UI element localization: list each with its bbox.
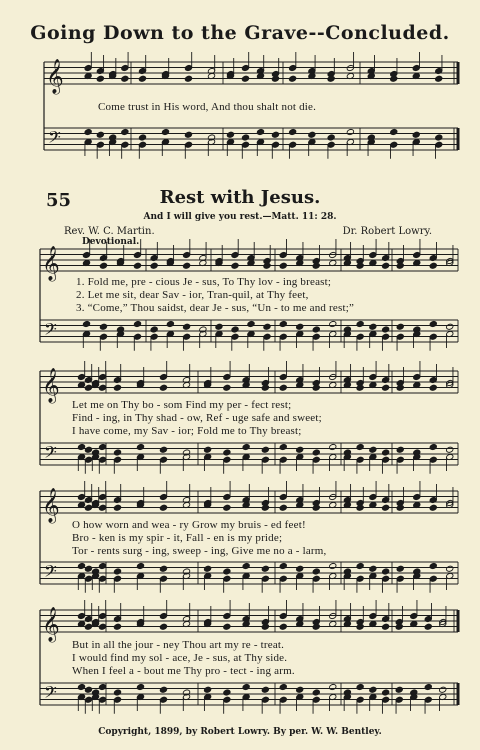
copyright-footer: Copyright, 1899, by Robert Lowry. By per. W. W. Bentley. [98,727,382,737]
note-head [133,262,141,269]
bass-clef-icon: 𝄢 [44,682,57,706]
note-head [429,443,437,450]
note-head [279,623,287,630]
note-head [382,384,390,391]
note-head [424,623,432,630]
note-head [138,75,146,82]
note-head [84,504,92,511]
verse-1-line-1: 1. Fold me, pre - cious Je - sus, To Thy lov - ing breast; [76,276,332,288]
note-head [312,326,320,333]
note-head [113,504,121,511]
note-head [84,446,92,453]
note-head [312,449,320,456]
note-head [241,134,249,141]
bass-clef-icon: 𝄢 [44,442,57,466]
note-head [99,262,107,269]
note-head [242,683,250,690]
note-head [98,683,106,690]
note-head [446,323,454,330]
note-head [279,504,287,511]
verse-1-line-4: But in all the jour - ney Thou art my re - treat. [72,639,285,651]
note-head [84,623,92,630]
note-head [204,565,212,572]
note-head [346,128,354,135]
note-head [113,384,121,391]
note-head [113,689,121,696]
note-head [96,131,104,138]
treble-clef-icon: 𝄞 [42,607,60,642]
note-head [150,326,158,333]
note-head [261,686,269,693]
note-head [113,449,121,456]
note-head [289,75,297,82]
note-head [133,320,141,327]
note-head [356,562,364,569]
hymn-title: Rest with Jesus. [159,187,321,208]
note-head [382,504,390,511]
note-head [279,443,287,450]
tempo-marking: Devotional. [82,237,140,247]
note-head [113,568,121,575]
note-head [231,326,239,333]
note-head [396,565,404,572]
hymn-number: 55 [46,190,72,211]
note-head [113,623,121,630]
note-head [289,128,297,135]
note-head [446,565,454,572]
note-head [369,323,377,330]
note-head [136,562,144,569]
note-head [429,320,437,327]
verse-3-line-1: 3. “Come,” Thou saidst, dear Je - sus, “Un - to me and rest;” [76,302,355,314]
note-head [261,565,269,572]
note-head [390,128,398,135]
note-head [242,443,250,450]
note-head [279,384,287,391]
verse-3-line-2: I have come, my Sav - ior; Fold me to Thy breast; [72,425,302,437]
note-head [82,320,90,327]
note-head [356,683,364,690]
note-head [96,75,104,82]
note-head [159,384,167,391]
note-head [136,443,144,450]
note-head [223,384,231,391]
note-head [161,128,169,135]
note-head [382,326,390,333]
verse-2-line-1: 2. Let me sit, dear Sav - ior, Tran-quil, at Thy feet, [76,289,309,301]
treble-clef-icon: 𝄞 [42,368,60,403]
treble-clef-icon: 𝄞 [42,246,60,281]
note-head [84,128,92,135]
note-head [99,323,107,330]
note-head [382,568,390,575]
note-head [296,686,304,693]
note-head [77,562,85,569]
previous-hymn-title: Going Down to the Grave--Concluded. [30,22,450,44]
note-head [223,623,231,630]
note-head [204,686,212,693]
note-head [369,565,377,572]
verse-2-line-4: I would find my sol - ace, Je - sus, at Thy side. [72,652,288,664]
note-head [159,686,167,693]
note-head [136,683,144,690]
note-head [77,443,85,450]
verse-3-line-4: When I feel a - bout me Thy pro - tect - ing arm. [72,665,295,677]
note-head [312,568,320,575]
note-head [183,262,191,269]
note-head [369,686,377,693]
note-head [271,131,279,138]
bass-clef-icon: 𝄢 [48,127,61,151]
note-head [231,262,239,269]
note-head [98,504,106,511]
note-head [329,683,337,690]
note-head [84,384,92,391]
note-head [369,446,377,453]
note-head [121,128,129,135]
note-head [223,568,231,575]
note-head [329,443,337,450]
note-head [184,131,192,138]
note-head [226,131,234,138]
note-head [166,320,174,327]
note-head [412,131,420,138]
note-head [98,443,106,450]
verse-3-line-3: Tor - rents surg - ing, sweep - ing, Give me no a - larm, [72,545,327,557]
author-credit: Rev. W. C. Martin. [64,226,155,237]
note-head [183,323,191,330]
note-head [435,75,443,82]
note-head [382,262,390,269]
previous-hymn-lyric: Come trust in His word, And thou shalt not die. [98,101,317,113]
note-head [150,262,158,269]
note-head [263,323,271,330]
note-head [329,320,337,327]
note-head [382,689,390,696]
note-head [256,128,264,135]
scripture-reference: And I will give you rest.—Matt. 11: 28. [143,212,337,222]
note-head [159,446,167,453]
note-head [308,131,316,138]
note-head [356,443,364,450]
note-head [121,75,129,82]
note-head [382,449,390,456]
note-head [279,562,287,569]
note-head [396,446,404,453]
note-head [84,565,92,572]
bass-clef-icon: 𝄢 [44,561,57,585]
note-head [279,320,287,327]
note-head [77,683,85,690]
verse-1-line-3: O how worn and wea - ry Grow my bruis - ed feet! [72,519,306,531]
note-head [382,623,390,630]
note-head [279,262,287,269]
note-head [429,504,437,511]
note-head [395,686,403,693]
note-head [429,384,437,391]
treble-clef-icon: 𝄞 [46,59,64,94]
note-head [312,689,320,696]
note-head [241,75,249,82]
note-head [204,446,212,453]
note-head [138,134,146,141]
note-head [429,262,437,269]
note-head [424,683,432,690]
note-head [439,686,447,693]
treble-clef-icon: 𝄞 [42,488,60,523]
note-head [296,446,304,453]
bass-clef-icon: 𝄢 [44,319,57,343]
note-head [396,323,404,330]
note-head [159,623,167,630]
verse-2-line-2: Find - ing, in Thy shad - ow, Ref - uge safe and sweet; [72,412,322,424]
note-head [356,320,364,327]
note-head [242,562,250,569]
note-head [327,134,335,141]
note-head [159,504,167,511]
note-head [247,320,255,327]
verse-1-line-2: Let me on Thy bo - som Find my per - fect rest; [72,399,292,411]
note-head [223,449,231,456]
note-head [84,686,92,693]
composer-credit: Dr. Robert Lowry. [342,226,432,237]
note-head [435,134,443,141]
note-head [184,75,192,82]
note-head [279,683,287,690]
note-head [296,565,304,572]
note-head [429,562,437,569]
note-head [98,562,106,569]
note-head [159,565,167,572]
note-head [223,504,231,511]
note-head [329,562,337,569]
note-head [215,323,223,330]
note-head [261,446,269,453]
note-head [223,689,231,696]
note-head [98,623,106,630]
verse-2-line-3: Bro - ken is my spir - it, Fall - en is my pride; [72,532,283,544]
note-head [446,446,454,453]
note-head [98,384,106,391]
note-head [296,323,304,330]
